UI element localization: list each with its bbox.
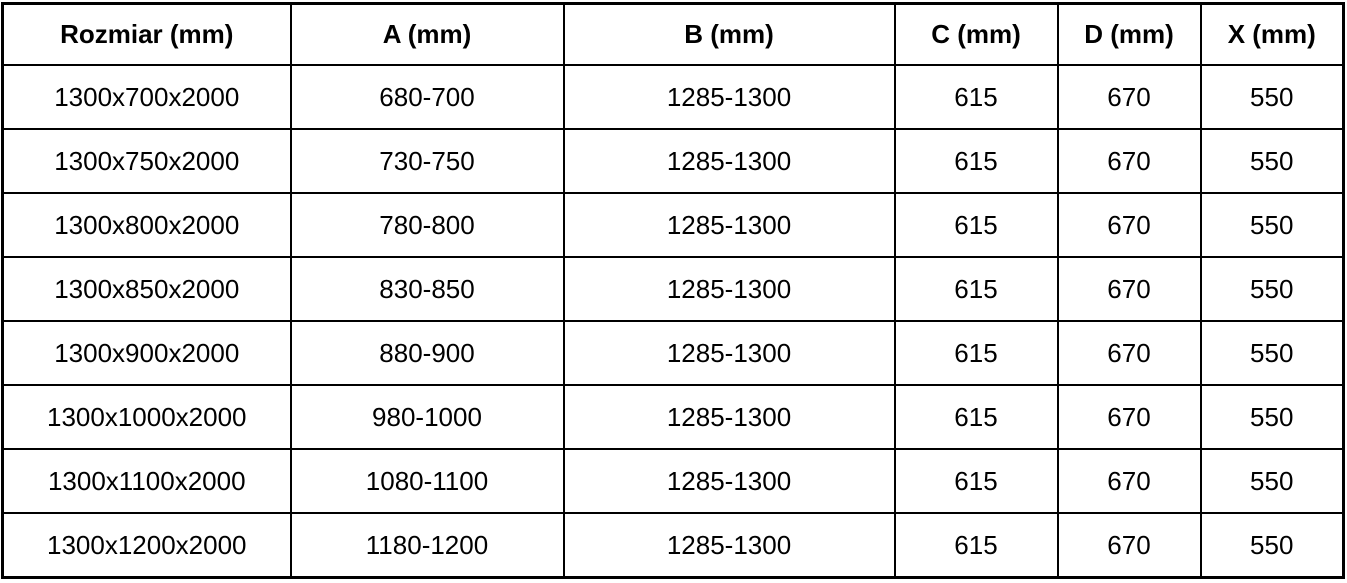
- table-cell: 550: [1201, 385, 1344, 449]
- table-body: [3, 65, 1344, 578]
- table-row: [3, 385, 1344, 449]
- table-cell: 670: [1058, 321, 1201, 385]
- table-row: [3, 257, 1344, 321]
- table-cell: 880-900: [291, 321, 564, 385]
- header-row: [3, 4, 1344, 66]
- table-cell: 670: [1058, 513, 1201, 578]
- table-cell: 1300x850x2000: [3, 257, 291, 321]
- table-row: [3, 513, 1344, 578]
- table-cell: 670: [1058, 449, 1201, 513]
- table-cell: 550: [1201, 193, 1344, 257]
- table-cell: 550: [1201, 321, 1344, 385]
- table-cell: 980-1000: [291, 385, 564, 449]
- table-cell: 1300x1000x2000: [3, 385, 291, 449]
- table-cell: 1300x700x2000: [3, 65, 291, 129]
- table-cell: 615: [895, 129, 1058, 193]
- table-cell: 1300x800x2000: [3, 193, 291, 257]
- table-cell: 1300x750x2000: [3, 129, 291, 193]
- table-cell: 550: [1201, 257, 1344, 321]
- table-cell: 670: [1058, 385, 1201, 449]
- column-header-1: A (mm): [291, 4, 564, 66]
- table-cell: 730-750: [291, 129, 564, 193]
- table-cell: 615: [895, 65, 1058, 129]
- table-cell: 780-800: [291, 193, 564, 257]
- table-cell: 1285-1300: [564, 385, 895, 449]
- table-cell: 550: [1201, 129, 1344, 193]
- table-cell: 615: [895, 513, 1058, 578]
- table-cell: 1285-1300: [564, 257, 895, 321]
- table-cell: 615: [895, 257, 1058, 321]
- table-cell: 615: [895, 193, 1058, 257]
- table-cell: 670: [1058, 193, 1201, 257]
- table-cell: 1300x900x2000: [3, 321, 291, 385]
- table-cell: 1285-1300: [564, 65, 895, 129]
- table-cell: 1180-1200: [291, 513, 564, 578]
- column-header-2: B (mm): [564, 4, 895, 66]
- table-cell: 670: [1058, 65, 1201, 129]
- table-cell: 680-700: [291, 65, 564, 129]
- table-cell: 550: [1201, 449, 1344, 513]
- size-specification-table: [1, 2, 1345, 579]
- table-cell: 1285-1300: [564, 513, 895, 578]
- table-cell: 830-850: [291, 257, 564, 321]
- table-row: [3, 193, 1344, 257]
- table-cell: 1300x1100x2000: [3, 449, 291, 513]
- column-header-3: C (mm): [895, 4, 1058, 66]
- table-cell: 670: [1058, 129, 1201, 193]
- table-cell: 615: [895, 321, 1058, 385]
- table-cell: 1300x1200x2000: [3, 513, 291, 578]
- table-row: [3, 129, 1344, 193]
- table-row: [3, 449, 1344, 513]
- table-row: [3, 65, 1344, 129]
- table-row: [3, 321, 1344, 385]
- table-cell: 615: [895, 385, 1058, 449]
- table-cell: 1285-1300: [564, 321, 895, 385]
- table-cell: 1080-1100: [291, 449, 564, 513]
- table-cell: 550: [1201, 513, 1344, 578]
- column-header-4: D (mm): [1058, 4, 1201, 66]
- table-cell: 1285-1300: [564, 193, 895, 257]
- table-cell: 1285-1300: [564, 449, 895, 513]
- table-cell: 550: [1201, 65, 1344, 129]
- column-header-5: X (mm): [1201, 4, 1344, 66]
- table-cell: 615: [895, 449, 1058, 513]
- column-header-0: Rozmiar (mm): [3, 4, 291, 66]
- table-cell: 1285-1300: [564, 129, 895, 193]
- table-cell: 670: [1058, 257, 1201, 321]
